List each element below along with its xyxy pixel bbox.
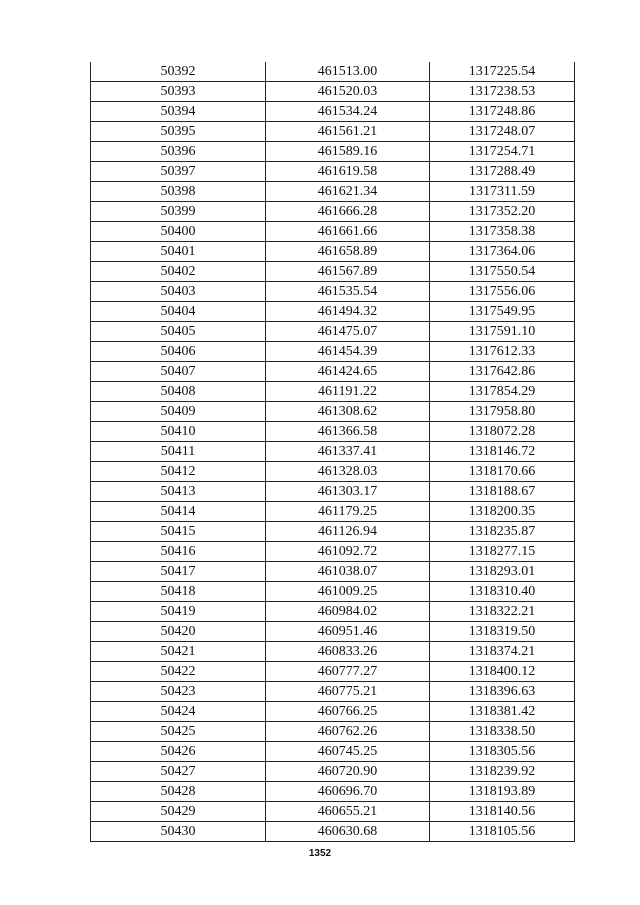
table-row [91,202,575,222]
table-row [91,462,575,482]
point-id-cell: 50426 [91,742,266,762]
x-coordinate-cell: 461661.66 [266,222,430,242]
x-coordinate-cell: 461126.94 [266,522,430,542]
table-row [91,222,575,242]
table-row [91,362,575,382]
y-coordinate-cell: 1317642.86 [430,362,575,382]
x-coordinate-cell: 460745.25 [266,742,430,762]
table-row [91,242,575,262]
table-row [91,102,575,122]
x-coordinate-cell: 460720.90 [266,762,430,782]
x-coordinate-cell: 461621.34 [266,182,430,202]
x-coordinate-cell: 461092.72 [266,542,430,562]
x-coordinate-cell: 460951.46 [266,622,430,642]
x-coordinate-cell: 460696.70 [266,782,430,802]
y-coordinate-cell: 1317352.20 [430,202,575,222]
x-coordinate-cell: 461534.24 [266,102,430,122]
y-coordinate-cell: 1318310.40 [430,582,575,602]
x-coordinate-cell: 461424.65 [266,362,430,382]
y-coordinate-cell: 1318277.15 [430,542,575,562]
point-id-cell: 50414 [91,502,266,522]
y-coordinate-cell: 1318305.56 [430,742,575,762]
table-row [91,442,575,462]
y-coordinate-cell: 1318146.72 [430,442,575,462]
point-id-cell: 50412 [91,462,266,482]
x-coordinate-cell: 460630.68 [266,822,430,842]
table-row [91,742,575,762]
point-id-cell: 50409 [91,402,266,422]
point-id-cell: 50402 [91,262,266,282]
point-id-cell: 50407 [91,362,266,382]
y-coordinate-cell: 1317556.06 [430,282,575,302]
point-id-cell: 50398 [91,182,266,202]
table-row [91,482,575,502]
y-coordinate-cell: 1318374.21 [430,642,575,662]
point-id-cell: 50417 [91,562,266,582]
point-id-cell: 50411 [91,442,266,462]
x-coordinate-cell: 461666.28 [266,202,430,222]
x-coordinate-cell: 460766.25 [266,702,430,722]
table-row [91,602,575,622]
x-coordinate-cell: 460833.26 [266,642,430,662]
x-coordinate-cell: 461494.32 [266,302,430,322]
table-row [91,542,575,562]
y-coordinate-cell: 1318381.42 [430,702,575,722]
table-row [91,782,575,802]
x-coordinate-cell: 461658.89 [266,242,430,262]
y-coordinate-cell: 1318322.21 [430,602,575,622]
x-coordinate-cell: 461589.16 [266,142,430,162]
y-coordinate-cell: 1317311.59 [430,182,575,202]
y-coordinate-cell: 1317248.07 [430,122,575,142]
point-id-cell: 50429 [91,802,266,822]
y-coordinate-cell: 1318193.89 [430,782,575,802]
table-row [91,822,575,842]
y-coordinate-cell: 1317225.54 [430,62,575,82]
table-row [91,262,575,282]
point-id-cell: 50399 [91,202,266,222]
point-id-cell: 50413 [91,482,266,502]
table-row [91,642,575,662]
y-coordinate-cell: 1318188.67 [430,482,575,502]
page-number: 1352 [308,848,332,859]
point-id-cell: 50400 [91,222,266,242]
table-row [91,702,575,722]
point-id-cell: 50421 [91,642,266,662]
table-row [91,182,575,202]
table-row [91,62,575,82]
y-coordinate-cell: 1317958.80 [430,402,575,422]
x-coordinate-cell: 461303.17 [266,482,430,502]
x-coordinate-cell: 461535.54 [266,282,430,302]
table-row [91,82,575,102]
point-id-cell: 50428 [91,782,266,802]
y-coordinate-cell: 1317612.33 [430,342,575,362]
y-coordinate-cell: 1317854.29 [430,382,575,402]
table-row [91,522,575,542]
point-id-cell: 50415 [91,522,266,542]
point-id-cell: 50424 [91,702,266,722]
x-coordinate-cell: 461619.58 [266,162,430,182]
table-row [91,622,575,642]
x-coordinate-cell: 460984.02 [266,602,430,622]
x-coordinate-cell: 461337.41 [266,442,430,462]
y-coordinate-cell: 1318140.56 [430,802,575,822]
y-coordinate-cell: 1318235.87 [430,522,575,542]
x-coordinate-cell: 460762.26 [266,722,430,742]
y-coordinate-cell: 1317364.06 [430,242,575,262]
y-coordinate-cell: 1317591.10 [430,322,575,342]
y-coordinate-cell: 1318170.66 [430,462,575,482]
table-row [91,282,575,302]
x-coordinate-cell: 461038.07 [266,562,430,582]
x-coordinate-cell: 461366.58 [266,422,430,442]
x-coordinate-cell: 460777.27 [266,662,430,682]
y-coordinate-cell: 1318338.50 [430,722,575,742]
table-row [91,762,575,782]
x-coordinate-cell: 461308.62 [266,402,430,422]
table-row [91,722,575,742]
table-row [91,562,575,582]
y-coordinate-cell: 1318239.92 [430,762,575,782]
x-coordinate-cell: 461520.03 [266,82,430,102]
x-coordinate-cell: 461561.21 [266,122,430,142]
point-id-cell: 50396 [91,142,266,162]
table-row [91,122,575,142]
point-id-cell: 50408 [91,382,266,402]
point-id-cell: 50419 [91,602,266,622]
y-coordinate-cell: 1317238.53 [430,82,575,102]
table-row [91,162,575,182]
point-id-cell: 50404 [91,302,266,322]
point-id-cell: 50405 [91,322,266,342]
point-id-cell: 50416 [91,542,266,562]
point-id-cell: 50427 [91,762,266,782]
x-coordinate-cell: 460655.21 [266,802,430,822]
y-coordinate-cell: 1318200.35 [430,502,575,522]
x-coordinate-cell: 461475.07 [266,322,430,342]
table-row [91,682,575,702]
table-row [91,502,575,522]
table-row [91,322,575,342]
y-coordinate-cell: 1318293.01 [430,562,575,582]
y-coordinate-cell: 1318319.50 [430,622,575,642]
point-id-cell: 50401 [91,242,266,262]
coordinates-table [90,62,575,842]
coordinates-table-body [91,62,575,842]
y-coordinate-cell: 1317549.95 [430,302,575,322]
point-id-cell: 50394 [91,102,266,122]
point-id-cell: 50420 [91,622,266,642]
point-id-cell: 50423 [91,682,266,702]
point-id-cell: 50410 [91,422,266,442]
point-id-cell: 50406 [91,342,266,362]
x-coordinate-cell: 460775.21 [266,682,430,702]
y-coordinate-cell: 1317254.71 [430,142,575,162]
y-coordinate-cell: 1317248.86 [430,102,575,122]
x-coordinate-cell: 461567.89 [266,262,430,282]
y-coordinate-cell: 1318400.12 [430,662,575,682]
y-coordinate-cell: 1317358.38 [430,222,575,242]
y-coordinate-cell: 1317550.54 [430,262,575,282]
point-id-cell: 50397 [91,162,266,182]
point-id-cell: 50422 [91,662,266,682]
x-coordinate-cell: 461191.22 [266,382,430,402]
y-coordinate-cell: 1318396.63 [430,682,575,702]
table-row [91,582,575,602]
point-id-cell: 50425 [91,722,266,742]
point-id-cell: 50430 [91,822,266,842]
point-id-cell: 50403 [91,282,266,302]
point-id-cell: 50395 [91,122,266,142]
table-row [91,142,575,162]
x-coordinate-cell: 461513.00 [266,62,430,82]
y-coordinate-cell: 1318072.28 [430,422,575,442]
x-coordinate-cell: 461009.25 [266,582,430,602]
table-row [91,422,575,442]
point-id-cell: 50392 [91,62,266,82]
x-coordinate-cell: 461328.03 [266,462,430,482]
table-row [91,342,575,362]
x-coordinate-cell: 461179.25 [266,502,430,522]
table-row [91,802,575,822]
point-id-cell: 50418 [91,582,266,602]
table-row [91,302,575,322]
table-row [91,662,575,682]
y-coordinate-cell: 1317288.49 [430,162,575,182]
table-row [91,402,575,422]
x-coordinate-cell: 461454.39 [266,342,430,362]
point-id-cell: 50393 [91,82,266,102]
y-coordinate-cell: 1318105.56 [430,822,575,842]
table-row [91,382,575,402]
